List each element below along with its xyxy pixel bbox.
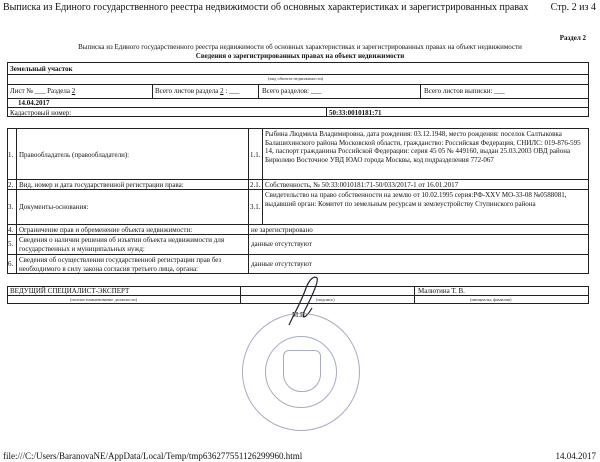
row-3-sub: 3.1.	[250, 203, 261, 211]
signer-name: Малютина Т. В.	[418, 287, 465, 295]
row-3-number: 3.	[8, 203, 14, 211]
position-caption: (полное наименование должности)	[70, 297, 137, 302]
signer-position: ВЕДУЩИЙ СПЕЦИАЛИСТ-ЭКСПЕРТ	[10, 287, 130, 295]
row-2-label: Вид, номер и дата государственной регистрации права:	[19, 181, 184, 189]
row-1-value: Рыбина Людмила Владимировна, дата рождения: 03.12.1948, место рождения: поселок Салтыковка Балашихинского района Московской области, гражданство: Российская Федерация, СНИЛС: 019-876-595 14, паспорт гражданина Российской Федерации: серия 45 05 № 449160, выдан 25.03.2003 ОВД района Бирюлево Восточное УВД ЮАО города Москвы, код подразделения 772-067	[265, 130, 581, 164]
cadastral-label: Кадастровый номер:	[10, 109, 72, 117]
row-3-label: Документы-основания:	[19, 203, 89, 211]
signature-caption: (подпись)	[316, 297, 335, 302]
row-4-number: 4.	[8, 226, 14, 234]
sheet-number: Лист № ___ Раздела 2	[10, 87, 76, 95]
section-label: Раздел 2	[559, 34, 586, 42]
document-date: 14.04.2017	[18, 99, 50, 107]
row-4-value: не зарегистрировано	[251, 226, 313, 234]
row-2-number: 2.	[8, 181, 14, 189]
document-subtitle: Сведения о зарегистрированных правах на объект недвижимости	[195, 52, 405, 60]
seal-mark-label: М.П.	[292, 311, 307, 319]
row-5-number: 5.	[8, 240, 14, 248]
print-footer-date: 14.04.2017	[555, 451, 596, 461]
row-2-value: Собственность, № 50:33:0010181:71-50/033/2017-1 от 16.01.2017	[265, 181, 459, 189]
document-title: Выписка из Единого государственного реестра недвижимости об основных характеристиках и зарегистрированных правах на объект недвижимости	[78, 43, 522, 51]
row-1-sub: 1.1.	[250, 151, 261, 159]
row-1-number: 1.	[8, 151, 14, 159]
row-5-label: Сведения о наличии решения об изъятии объекта недвижимости для государственных и муниципальных нужд:	[19, 236, 225, 253]
row-6-number: 6.	[8, 260, 14, 268]
total-sheets-section: Всего листов раздела 2 : ___	[155, 87, 240, 95]
row-2-sub: 2.1.	[250, 181, 261, 189]
print-footer-path: file:///C:/Users/BaranovaNE/AppData/Local/Temp/tmp636277551126299960.html	[3, 451, 303, 461]
cadastral-number: 50:33:0010181:71	[329, 109, 382, 117]
row-6-label: Сведения об осуществлении государственной регистрации прав без необходимого в силу закона согласия третьего лица, органа:	[19, 256, 222, 273]
row-4-label: Ограничение прав и обременение объекта недвижимости:	[19, 226, 193, 234]
print-header-title: Выписка из Единого государственного реестра недвижимости об основных характеристиках и зарегистрированных правах	[3, 2, 529, 13]
object-type-caption: (вид объекта недвижимости)	[268, 76, 324, 81]
total-sections: Всего разделов: ___	[262, 87, 322, 95]
row-3-value: Свидетельство на право собственности на землю от 10.02.1995 серия:РФ-XXV МО-33-08 №0588081, выдавший орган: Комитет по земельным ресурсам и землеустройству Ступинского района	[265, 191, 567, 208]
object-type: Земельный участок	[10, 65, 73, 73]
official-seal-stamp	[242, 313, 360, 431]
print-header-page: Стр. 2 из 4	[550, 2, 596, 13]
row-5-value: данные отсутствуют	[251, 240, 312, 248]
row-6-value: данные отсутствуют	[251, 260, 312, 268]
total-sheets: Всего листов выписки: ___	[424, 87, 505, 95]
name-caption: (инициалы, фамилия)	[470, 297, 512, 302]
row-1-label: Правообладатель (правообладатели):	[19, 151, 130, 159]
